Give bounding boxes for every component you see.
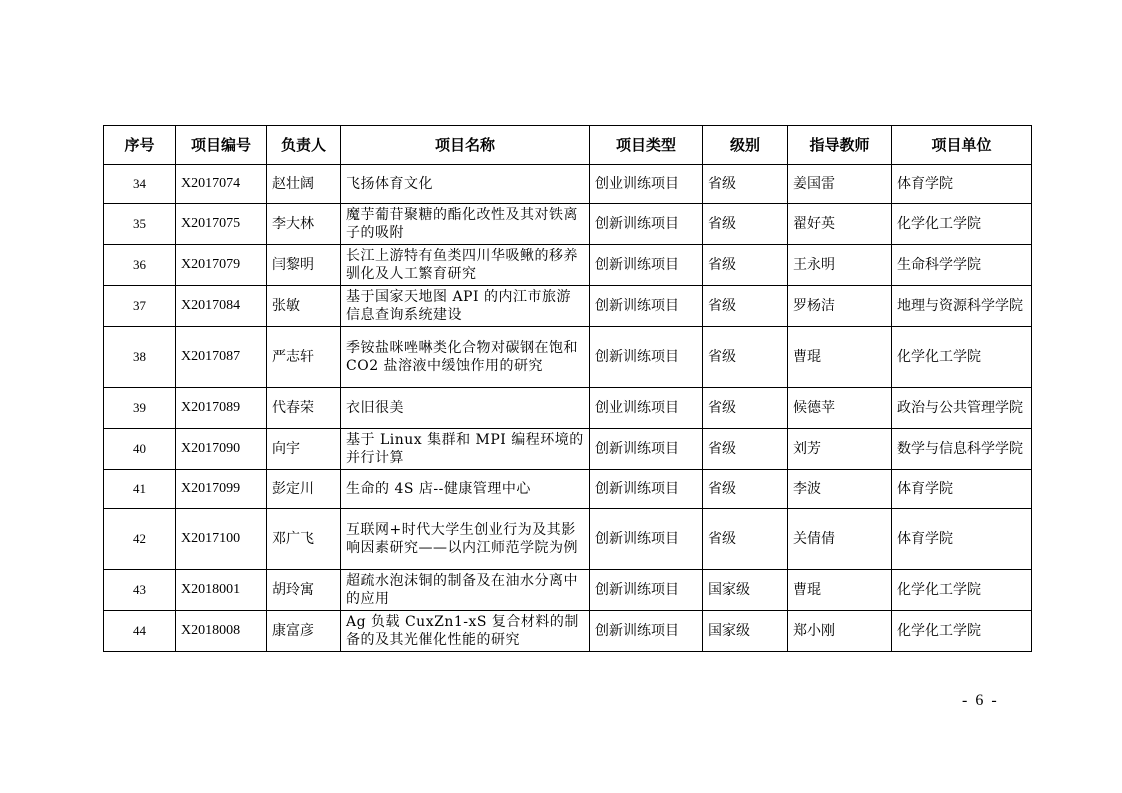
table-row bbox=[104, 470, 1032, 509]
header-type: 项目类型 bbox=[590, 126, 703, 165]
cell-advisor: 刘芳 bbox=[788, 429, 892, 470]
project-table bbox=[103, 125, 1032, 652]
cell-unit: 化学化工学院 bbox=[892, 570, 1032, 611]
cell-code: X2018008 bbox=[176, 611, 267, 652]
cell-advisor: 罗杨洁 bbox=[788, 286, 892, 327]
cell-level: 省级 bbox=[703, 327, 788, 388]
cell-seq: 34 bbox=[104, 165, 176, 204]
cell-unit: 化学化工学院 bbox=[892, 204, 1032, 245]
cell-seq: 36 bbox=[104, 245, 176, 286]
table-row bbox=[104, 245, 1032, 286]
cell-unit: 数学与信息科学学院 bbox=[892, 429, 1032, 470]
cell-unit: 地理与资源科学学院 bbox=[892, 286, 1032, 327]
table-row bbox=[104, 165, 1032, 204]
header-code: 项目编号 bbox=[176, 126, 267, 165]
cell-type: 创业训练项目 bbox=[590, 165, 703, 204]
cell-advisor: 关倩倩 bbox=[788, 509, 892, 570]
cell-type: 创新训练项目 bbox=[590, 327, 703, 388]
table-row bbox=[104, 388, 1032, 429]
table-row bbox=[104, 509, 1032, 570]
cell-project-name: 生命的 4S 店--健康管理中心 bbox=[341, 470, 590, 509]
cell-seq: 43 bbox=[104, 570, 176, 611]
header-advisor: 指导教师 bbox=[788, 126, 892, 165]
cell-seq: 38 bbox=[104, 327, 176, 388]
cell-leader: 邓广飞 bbox=[267, 509, 341, 570]
cell-code: X2018001 bbox=[176, 570, 267, 611]
cell-leader: 代春荣 bbox=[267, 388, 341, 429]
table-row bbox=[104, 429, 1032, 470]
cell-project-name: 互联网+时代大学生创业行为及其影响因素研究——以内江师范学院为例 bbox=[341, 509, 590, 570]
header-leader: 负责人 bbox=[267, 126, 341, 165]
cell-advisor: 曹琨 bbox=[788, 327, 892, 388]
cell-unit: 体育学院 bbox=[892, 509, 1032, 570]
cell-leader: 闫黎明 bbox=[267, 245, 341, 286]
cell-type: 创新训练项目 bbox=[590, 470, 703, 509]
cell-seq: 44 bbox=[104, 611, 176, 652]
cell-unit: 化学化工学院 bbox=[892, 327, 1032, 388]
cell-type: 创新训练项目 bbox=[590, 286, 703, 327]
cell-level: 省级 bbox=[703, 429, 788, 470]
cell-leader: 张敏 bbox=[267, 286, 341, 327]
page-number: - 6 - bbox=[962, 692, 999, 709]
cell-code: X2017099 bbox=[176, 470, 267, 509]
cell-leader: 胡玲寓 bbox=[267, 570, 341, 611]
cell-advisor: 郑小刚 bbox=[788, 611, 892, 652]
cell-level: 国家级 bbox=[703, 570, 788, 611]
cell-project-name: 长江上游特有鱼类四川华吸鳅的移养驯化及人工繁育研究 bbox=[341, 245, 590, 286]
header-unit: 项目单位 bbox=[892, 126, 1032, 165]
cell-code: X2017100 bbox=[176, 509, 267, 570]
cell-type: 创新训练项目 bbox=[590, 245, 703, 286]
cell-type: 创新训练项目 bbox=[590, 509, 703, 570]
cell-seq: 42 bbox=[104, 509, 176, 570]
cell-type: 创新训练项目 bbox=[590, 611, 703, 652]
cell-type: 创新训练项目 bbox=[590, 204, 703, 245]
header-seq: 序号 bbox=[104, 126, 176, 165]
cell-advisor: 王永明 bbox=[788, 245, 892, 286]
cell-leader: 严志轩 bbox=[267, 327, 341, 388]
cell-advisor: 李波 bbox=[788, 470, 892, 509]
cell-code: X2017075 bbox=[176, 204, 267, 245]
header-level: 级别 bbox=[703, 126, 788, 165]
cell-code: X2017090 bbox=[176, 429, 267, 470]
project-table-container bbox=[103, 125, 1031, 652]
cell-leader: 向宇 bbox=[267, 429, 341, 470]
cell-type: 创新训练项目 bbox=[590, 570, 703, 611]
cell-code: X2017087 bbox=[176, 327, 267, 388]
cell-seq: 37 bbox=[104, 286, 176, 327]
cell-code: X2017074 bbox=[176, 165, 267, 204]
cell-leader: 康富彦 bbox=[267, 611, 341, 652]
cell-seq: 40 bbox=[104, 429, 176, 470]
cell-project-name: 衣旧很美 bbox=[341, 388, 590, 429]
cell-level: 省级 bbox=[703, 470, 788, 509]
cell-level: 省级 bbox=[703, 204, 788, 245]
cell-level: 省级 bbox=[703, 165, 788, 204]
cell-unit: 政治与公共管理学院 bbox=[892, 388, 1032, 429]
cell-project-name: 魔芋葡苷聚糖的酯化改性及其对铁离子的吸附 bbox=[341, 204, 590, 245]
cell-project-name: Ag 负载 CuxZn1-xS 复合材料的制备的及其光催化性能的研究 bbox=[341, 611, 590, 652]
cell-level: 省级 bbox=[703, 388, 788, 429]
cell-seq: 35 bbox=[104, 204, 176, 245]
cell-project-name: 基于 Linux 集群和 MPI 编程环境的并行计算 bbox=[341, 429, 590, 470]
header-name: 项目名称 bbox=[341, 126, 590, 165]
cell-level: 省级 bbox=[703, 245, 788, 286]
cell-leader: 赵壮阔 bbox=[267, 165, 341, 204]
cell-project-name: 飞扬体育文化 bbox=[341, 165, 590, 204]
cell-unit: 体育学院 bbox=[892, 470, 1032, 509]
table-row bbox=[104, 286, 1032, 327]
cell-level: 省级 bbox=[703, 509, 788, 570]
cell-code: X2017084 bbox=[176, 286, 267, 327]
cell-unit: 生命科学学院 bbox=[892, 245, 1032, 286]
cell-project-name: 基于国家天地图 API 的内江市旅游信息查询系统建设 bbox=[341, 286, 590, 327]
cell-code: X2017079 bbox=[176, 245, 267, 286]
cell-type: 创业训练项目 bbox=[590, 388, 703, 429]
cell-level: 省级 bbox=[703, 286, 788, 327]
cell-code: X2017089 bbox=[176, 388, 267, 429]
cell-advisor: 姜国雷 bbox=[788, 165, 892, 204]
cell-type: 创新训练项目 bbox=[590, 429, 703, 470]
cell-level: 国家级 bbox=[703, 611, 788, 652]
table-row bbox=[104, 327, 1032, 388]
cell-seq: 41 bbox=[104, 470, 176, 509]
cell-seq: 39 bbox=[104, 388, 176, 429]
table-row bbox=[104, 570, 1032, 611]
cell-project-name: 季铵盐咪唑啉类化合物对碳钢在饱和 CO2 盐溶液中缓蚀作用的研究 bbox=[341, 327, 590, 388]
cell-project-name: 超疏水泡沫铜的制备及在油水分离中的应用 bbox=[341, 570, 590, 611]
cell-unit: 化学化工学院 bbox=[892, 611, 1032, 652]
cell-unit: 体育学院 bbox=[892, 165, 1032, 204]
table-row bbox=[104, 204, 1032, 245]
cell-advisor: 候德苹 bbox=[788, 388, 892, 429]
cell-advisor: 翟好英 bbox=[788, 204, 892, 245]
table-row bbox=[104, 611, 1032, 652]
cell-advisor: 曹琨 bbox=[788, 570, 892, 611]
cell-leader: 李大林 bbox=[267, 204, 341, 245]
table-header-row bbox=[104, 126, 1032, 165]
cell-leader: 彭定川 bbox=[267, 470, 341, 509]
